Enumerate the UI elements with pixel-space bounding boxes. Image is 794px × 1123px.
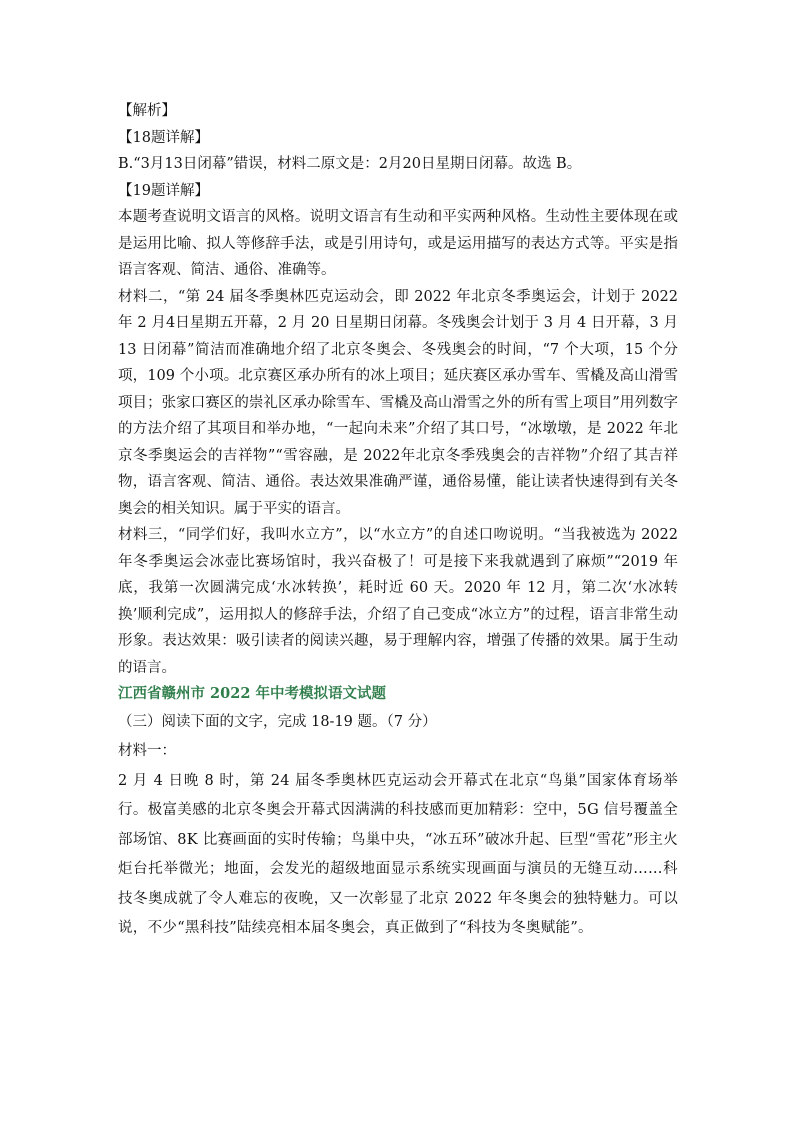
- section-instruction: （三）阅读下面的文字，完成 18-19 题。（7 分）: [118, 713, 437, 730]
- q18-heading: 【18题详解】: [118, 129, 209, 146]
- analysis-label: 【解析】: [118, 103, 176, 119]
- source-heading: 江西省赣州市 2022 年中考模拟语文试题: [118, 685, 386, 702]
- material1-label: 材料一：: [118, 743, 176, 759]
- material3-analysis-paragraph: 材料三，“同学们好，我叫水立方”，以“水立方”的自述口吻说明。“当我被选为 2022 年冬季奥运会冰壶比赛场馆时，我兴奋极了！可是接下来我就遇到了麻烦”“2019 年底，我第一次圆满完成‘水冰转换’，耗时近 60 天。2020 年 12 月，第二次‘水冰转换’顺利完成”，运用拟人的修辞手法，介绍了自己变成“冰立方”的过程，语言非常生动形象。表达效果：吸引读者的阅读兴趣，易于理解内容，增强了传播的效果。属于生动的语言。: [118, 527, 678, 676]
- document-content: [118, 98, 678, 944]
- q19-heading: 【19题详解】: [118, 182, 209, 199]
- material2-analysis-paragraph: 材料二，“第 24 届冬季奥林匹克运动会，即 2022 年北京冬季奥运会，计划于 2022 年 2 月4日星期五开幕，2 月 20 日星期日闭幕。冬残奥会计划于 3 月 4 日开幕，3 月 13 日闭幕”简洁而准确地介绍了北京冬奥会、冬残奥会的时间，“7 个大项，15 个分项，109 个小项。北京赛区承办所有的冰上项目；延庆赛区承办雪车、雪橇及高山滑雪项目；张家口赛区的崇礼区承办除雪车、雪橇及高山滑雪之外的所有雪上项目”用列数字的方法介绍了其项目和举办地，“一起向未来”介绍了其口号，“冰墩墩，是 2022 年北京冬季奥运会的吉祥物”“雪容融，是 2022年北京冬季残奥会的吉祥物”介绍了其吉祥物，语言客观、简洁、通俗。表达效果准确严谨，通俗易懂，能让读者快速得到有关冬奥会的相关知识。属于平实的语言。: [118, 288, 678, 517]
- q19-intro-paragraph: 本题考查说明文语言的风格。说明文语言有生动和平实两种风格。生动性主要体现在或是运用比喻、拟人等修辞手法，或是引用诗句，或是运用描写的表达方式等。平实是指语言客观、简洁、通俗、准确等。: [118, 209, 678, 278]
- q18-answer: B.“3月13日闭幕”错误，材料二原文是：2月20日星期日闭幕。故选 B。: [118, 156, 582, 172]
- material1-paragraph: 2 月 4 日晚 8 时，第 24 届冬季奥林匹克运动会开幕式在北京“鸟巢”国家体育场举行。极富美感的北京冬奥会开幕式因满满的科技感而更加精彩：空中，5G 信号覆盖全部场馆、8K 比赛画面的实时传输；鸟巢中央，“冰五环”破冰升起、巨型“雪花”形主火炬台托举微光；地面，会发光的超级地面显示系统实现画面与演员的无缝互动……科技冬奥成就了令人难忘的夜晚，又一次彰显了北京 2022 年冬奥会的独特魅力。可以说，不少“黑科技”陆续亮相本届冬奥会，真正做到了“科技为冬奥赋能”。: [118, 772, 678, 936]
- reading-passage: [118, 708, 678, 944]
